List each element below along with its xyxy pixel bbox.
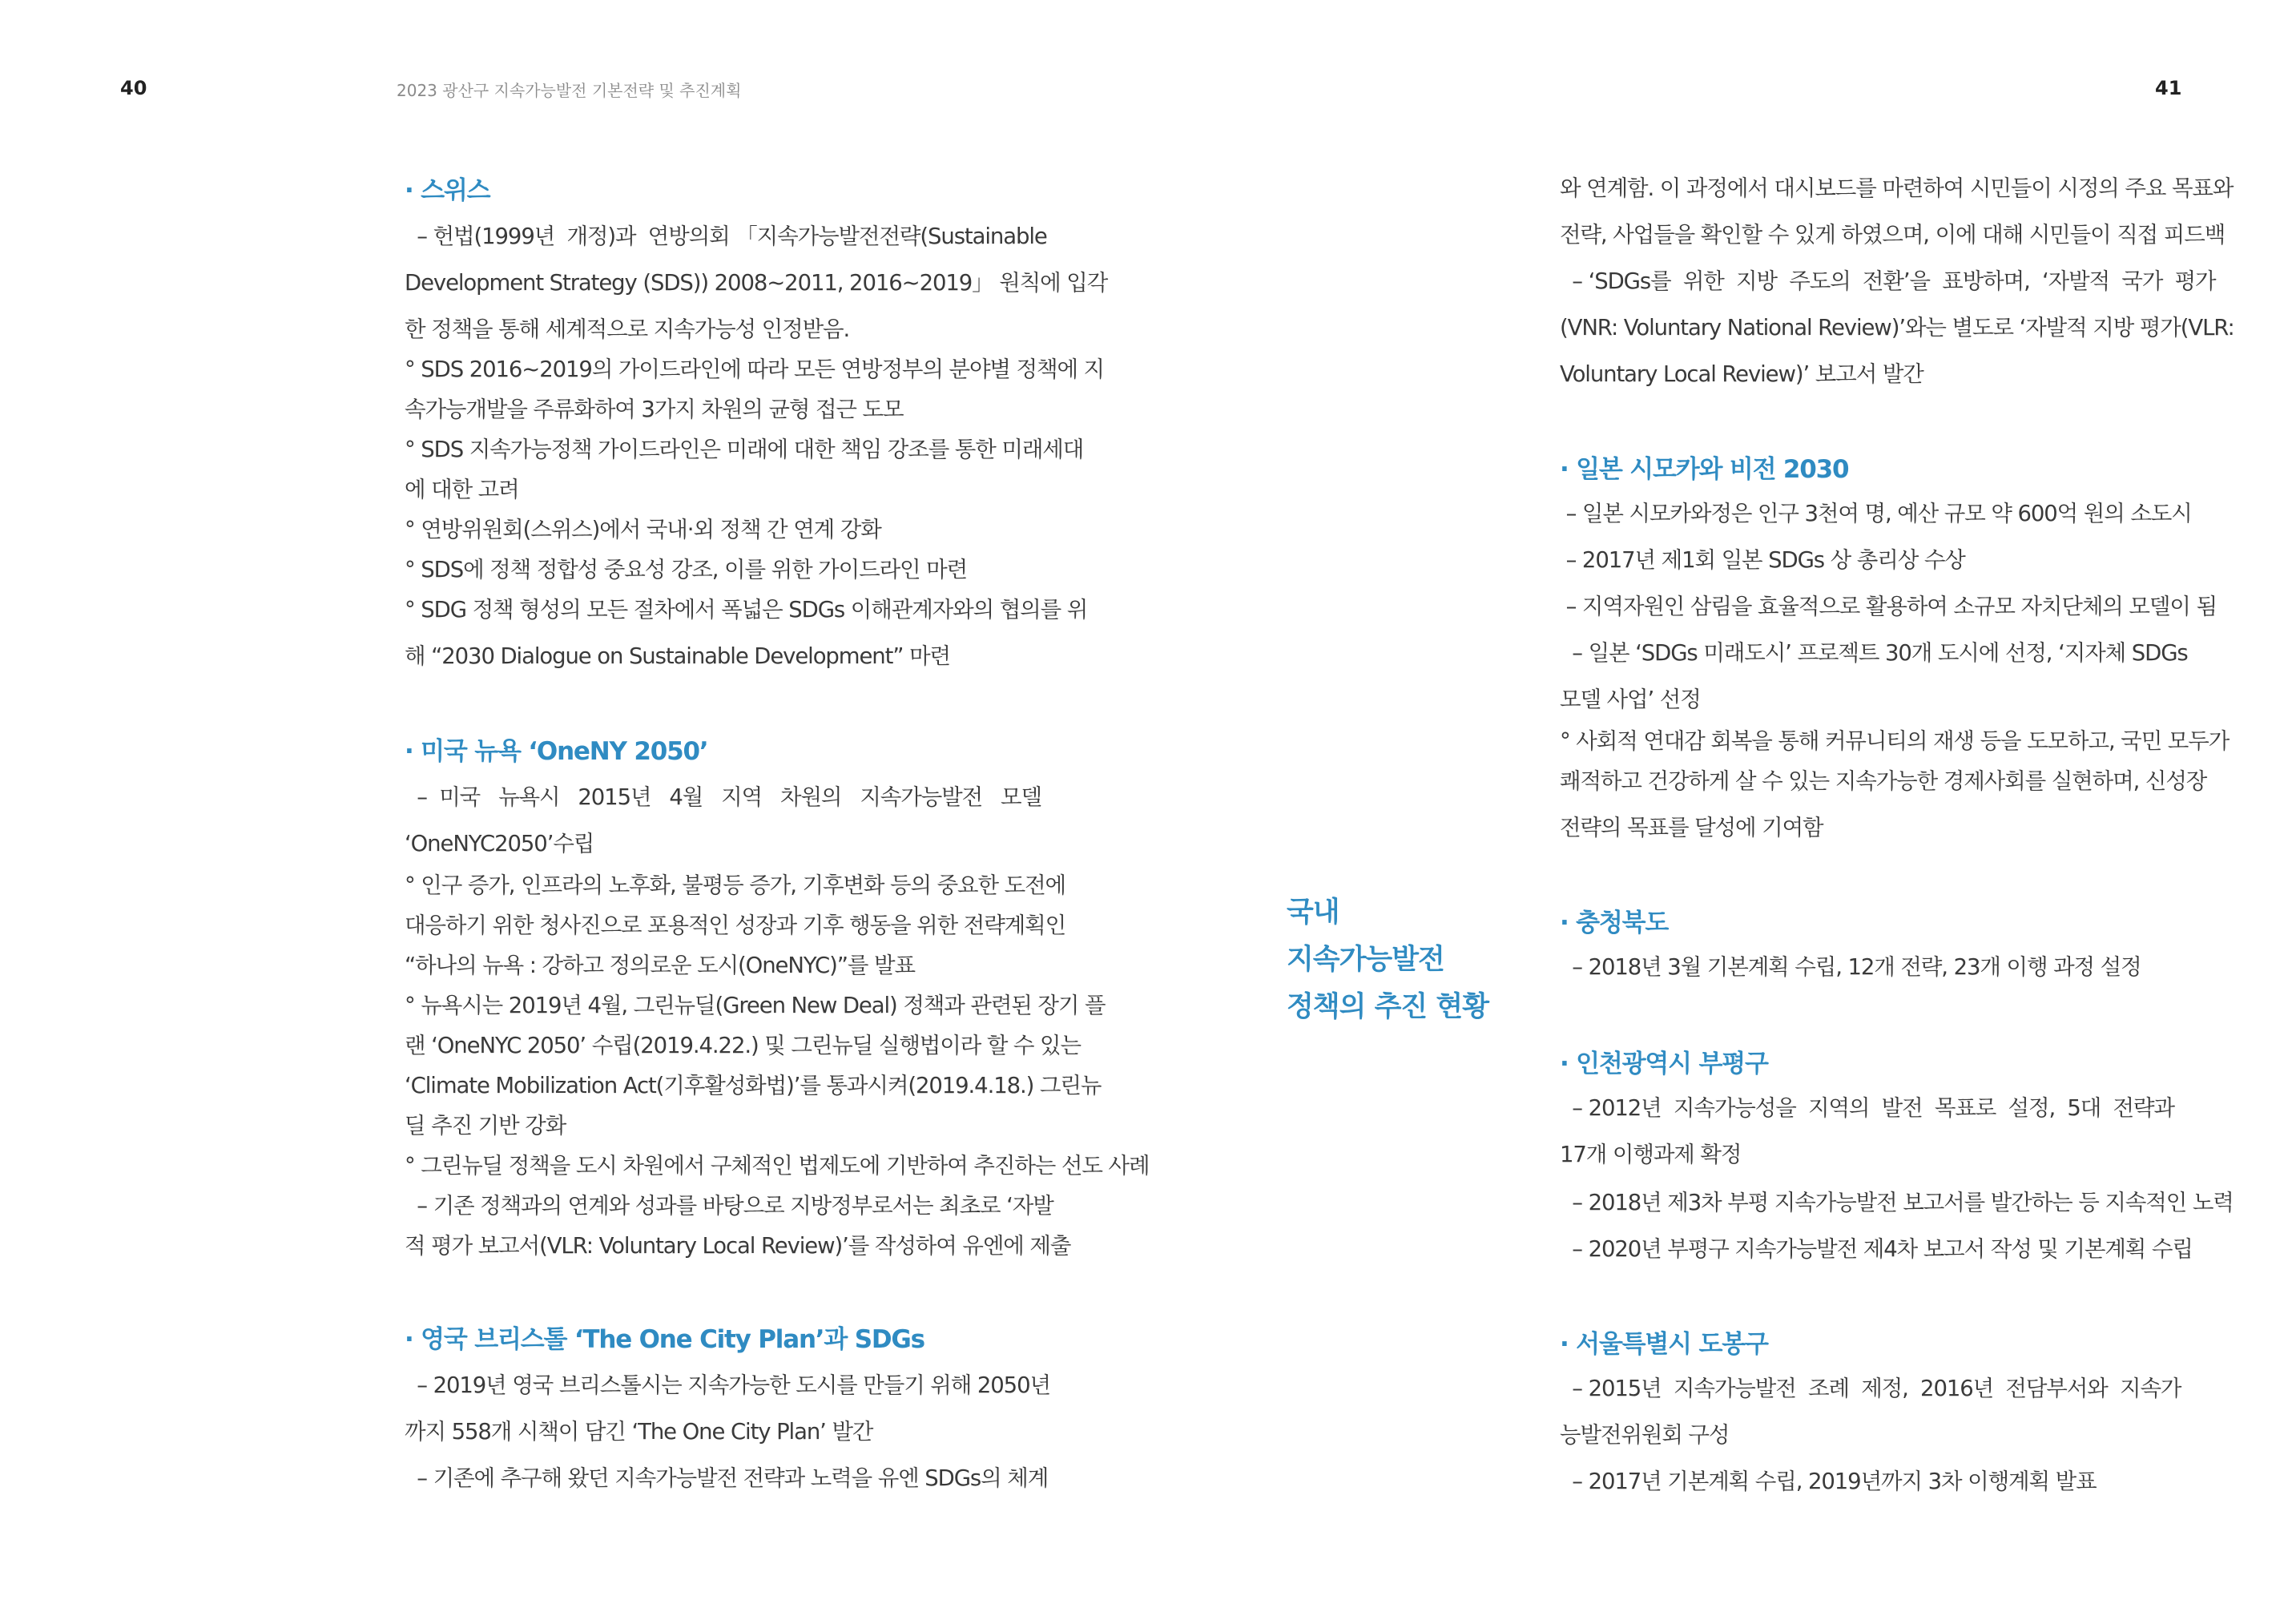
body-text-line: 해 “2030 Dialogue on Sustainable Development” 마련: [405, 643, 951, 669]
body-text-line: 17개 이행과제 확정: [1560, 1142, 1742, 1167]
body-text-line: – 2015년 지속가능발전 조례 제정, 2016년 전담부서와 지속가: [1560, 1376, 2181, 1401]
body-text-line: – 2017년 제1회 일본 SDGs 상 총리상 수상: [1560, 547, 1965, 573]
body-text-line: (VNR: Voluntary National Review)’와는 별도로 ‘자발적 지방 평가(VLR:: [1560, 315, 2234, 341]
body-text-line: 까지 558개 시책이 담긴 ‘The One City Plan’ 발간: [405, 1419, 873, 1445]
body-text-line: ° 뉴욕시는 2019년 4월, 그린뉴딜(Green New Deal) 정책과 관련된 장기 플: [405, 993, 1106, 1018]
body-text-line: ‘OneNYC2050’수립: [405, 831, 594, 856]
body-text-line: 랜 ‘OneNYC 2050’ 수립(2019.4.22.) 및 그린뉴딜 실행법이라 할 수 있는: [405, 1033, 1081, 1058]
running-title: 2023 광산구 지속가능발전 기본전략 및 추진계획: [397, 81, 742, 100]
section-heading: · 인천광역시 부평구: [1560, 1050, 1768, 1078]
body-text-line: – 미국 뉴욕시 2015년 4월 지역 차원의 지속가능발전 모델: [405, 784, 1041, 810]
side-title-line: 국내: [1287, 897, 1339, 929]
body-text-line: Development Strategy (SDS)) 2008~2011, 2016~2019」 원칙에 입각: [405, 270, 1108, 296]
body-text-line: – 2017년 기본계획 수립, 2019년까지 3차 이행계획 발표: [1560, 1469, 2097, 1494]
body-text-line: Voluntary Local Review)’ 보고서 발간: [1560, 361, 1923, 387]
body-text-line: 전략, 사업들을 확인할 수 있게 하였으며, 이에 대해 시민들이 직접 피드백: [1560, 222, 2226, 248]
page-number-right: 41: [2155, 77, 2182, 99]
body-text-line: – 2018년 제3차 부평 지속가능발전 보고서를 발간하는 등 지속적인 노력: [1560, 1190, 2234, 1215]
body-text-line: ° SDS 2016~2019의 가이드라인에 따라 모든 연방정부의 분야별 정책에 지: [405, 357, 1105, 382]
page-number-left: 40: [120, 77, 147, 99]
body-text-line: 능발전위원회 구성: [1560, 1422, 1730, 1448]
body-text-line: 대응하기 위한 청사진으로 포용적인 성장과 기후 행동을 위한 전략계획인: [405, 913, 1066, 938]
body-text-line: ° SDS 지속가능정책 가이드라인은 미래에 대한 책임 강조를 통한 미래세대: [405, 437, 1084, 462]
side-title-line: 지속가능발전: [1287, 944, 1444, 976]
body-text-line: 적 평가 보고서(VLR: Voluntary Local Review)’를 작성하여 유엔에 제출: [405, 1233, 1071, 1259]
side-title-line: 정책의 추진 현황: [1287, 991, 1489, 1023]
body-text-line: “하나의 뉴욕 : 강하고 정의로운 도시(OneNYC)”를 발표: [405, 953, 915, 978]
body-text-line: – 2019년 영국 브리스톨시는 지속가능한 도시를 만들기 위해 2050년: [405, 1372, 1050, 1398]
body-text-line: 쾌적하고 건강하게 살 수 있는 지속가능한 경제사회를 실현하며, 신성장: [1560, 768, 2207, 794]
section-heading: · 영국 브리스톨 ‘The One City Plan’과 SDGs: [405, 1325, 924, 1354]
body-text-line: ° 사회적 연대감 회복을 통해 커뮤니티의 재생 등을 도모하고, 국민 모두가: [1560, 728, 2230, 754]
body-text-line: 모델 사업’ 선정: [1560, 687, 1701, 712]
body-text-line: 전략의 목표를 달성에 기여함: [1560, 815, 1823, 840]
section-heading: · 일본 시모카와 비전 2030: [1560, 455, 1849, 484]
body-text-line: – 헌법(1999년 개정)과 연방의회 「지속가능발전전략(Sustainable: [405, 224, 1047, 249]
body-text-line: 딜 추진 기반 강화: [405, 1113, 566, 1138]
body-text-line: ° 인구 증가, 인프라의 노후화, 불평등 증가, 기후변화 등의 중요한 도전에: [405, 872, 1066, 898]
body-text-line: ° 그린뉴딜 정책을 도시 차원에서 구체적인 법제도에 기반하여 추진하는 선도 사례: [405, 1153, 1150, 1179]
section-heading: · 미국 뉴욕 ‘OneNY 2050’: [405, 737, 708, 766]
body-text-line: ° SDS에 정책 정합성 중요성 강조, 이를 위한 가이드라인 마련: [405, 557, 968, 582]
body-text-line: ° 연방위원회(스위스)에서 국내·외 정책 간 연계 강화: [405, 517, 881, 542]
section-heading: · 충청북도: [1560, 909, 1669, 937]
body-text-line: – 2020년 부평구 지속가능발전 제4차 보고서 작성 및 기본계획 수립: [1560, 1236, 2193, 1262]
body-text-line: – 기존에 추구해 왔던 지속가능발전 전략과 노력을 유엔 SDGs의 체계: [405, 1465, 1049, 1491]
body-text-line: – 지역자원인 삼림을 효율적으로 활용하여 소규모 자치단체의 모델이 됨: [1560, 594, 2217, 619]
body-text-line: 와 연계함. 이 과정에서 대시보드를 마련하여 시민들이 시정의 주요 목표와: [1560, 175, 2234, 201]
body-text-line: ‘Climate Mobilization Act(기후활성화법)’를 통과시켜(2019.4.18.) 그린뉴: [405, 1073, 1102, 1098]
section-heading: · 스위스: [405, 176, 490, 205]
body-text-line: – 일본 시모카와정은 인구 3천여 명, 예산 규모 약 600억 원의 소도시: [1560, 501, 2192, 526]
body-text-line: – 2018년 3월 기본계획 수립, 12개 전략, 23개 이행 과정 설정: [1560, 954, 2141, 980]
section-side-title: [1287, 889, 1488, 1031]
body-text-line: 속가능개발을 주류화하여 3가지 차원의 균형 접근 도모: [405, 397, 904, 422]
body-text-line: – 기존 정책과의 연계와 성과를 바탕으로 지방정부로서는 최초로 ‘자발: [405, 1193, 1053, 1219]
body-text-line: 에 대한 고려: [405, 477, 519, 502]
body-text-line: 한 정책을 통해 세계적으로 지속가능성 인정받음.: [405, 316, 850, 342]
body-text-line: ° SDG 정책 형성의 모든 절차에서 폭넓은 SDGs 이해관계자와의 협의를 위: [405, 597, 1088, 623]
body-text-line: – 2012년 지속가능성을 지역의 발전 목표로 설정, 5대 전략과: [1560, 1095, 2174, 1121]
body-text-line: – 일본 ‘SDGs 미래도시’ 프로젝트 30개 도시에 선정, ‘지자체 SDGs: [1560, 640, 2188, 666]
section-heading: · 서울특별시 도봉구: [1560, 1330, 1768, 1359]
body-text-line: – ‘SDGs를 위한 지방 주도의 전환’을 표방하며, ‘자발적 국가 평가: [1560, 268, 2216, 294]
